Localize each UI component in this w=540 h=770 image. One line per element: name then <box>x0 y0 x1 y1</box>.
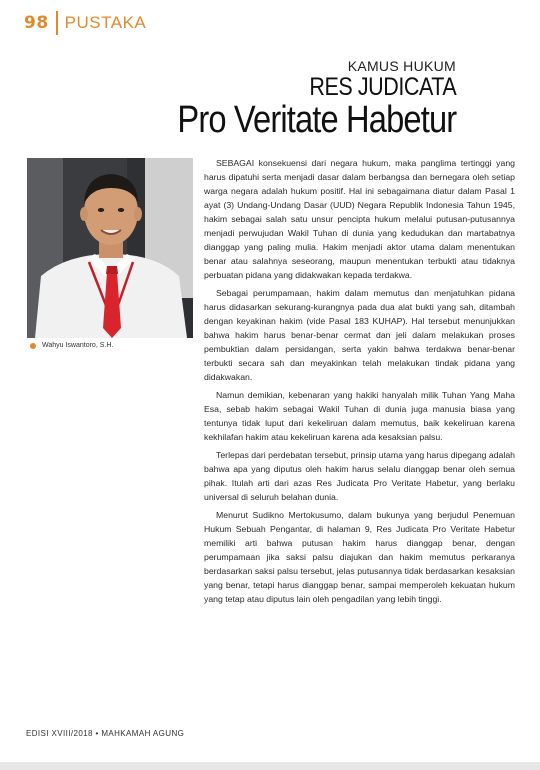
article-title-line1: RES JUDICATA <box>309 73 456 101</box>
photo-caption <box>27 342 113 349</box>
article-paragraph: Sebagai perumpamaan, hakim dalam memutus dan menjatuhkan pidana harus didasarkan sekurang-kurangnya pada dua alat bukti yang sah, ditambah dengan keyakinan hakim (vide Pasal 183 KUHAP). Hal tersebut menunjukkan bahwa hakim harus benar-benar cermat dan jeli dalam melakukan proses pembuktian dalam persidangan, serta yakin bahwa terdakwa benar-benar terbukti secara sah dan meyakinkan telah melakukan tindak pidana yang didakwakan. <box>204 288 515 382</box>
article-paragraph: Terlepas dari perdebatan tersebut, prinsip utama yang harus dipegang adalah bahwa apa yang diputus oleh hakim harus selalu dianggap benar oleh semua pihak. Itulah arti dari azas Res Judicata Pro Veritate Habetur, yang berlaku universal di seluruh belahan dunia. <box>204 450 515 502</box>
page-header <box>24 10 146 36</box>
section-title: PUSTAKA <box>64 13 147 32</box>
bullet-icon <box>30 343 36 349</box>
article-kicker: KAMUS HUKUM <box>347 58 456 74</box>
page-footer: EDISI XVIII/2018 • MAHKAMAH AGUNG <box>26 729 185 738</box>
page-number: 98 <box>24 13 49 33</box>
article-title-line2: Pro Veritate Habetur <box>177 99 456 141</box>
author-photo <box>27 158 193 338</box>
article-paragraph: Namun demikian, kebenaran yang hakiki hanyalah milik Tuhan Yang Maha Esa, sebab hakim sebagai Wakil Tuhan di dunia juga manusia biasa yang tentunya tidak luput dari kekeliruan dalam memutus, baik kekeliruan karena kekhilafan hakim atau kekeliruan karena ada kesaksian palsu. <box>204 390 515 442</box>
article-body <box>204 156 515 610</box>
article-paragraph: Menurut Sudikno Mertokusumo, dalam bukunya yang berjudul Penemuan Hukum Sebuah Pengantar, di halaman 9, Res Judicata Pro Veritate Habetur memiliki arti bahwa putusan hakim harus dianggap benar, dengan perumpamaan jika saksi palsu diajukan dan hakim memutus perkaranya berdasarkan saksi palsu tersebut, jelas putusannya tidak berdasarkan kesaksian yang benar, tetapi harus dianggap benar, sampai memperoleh kekuatan hukum yang tetap atau diputus lain oleh pengadilan yang lebih tinggi. <box>204 510 515 604</box>
bottom-band <box>0 762 540 770</box>
article-paragraph: SEBAGAI konsekuensi dari negara hukum, maka panglima tertinggi yang harus dipatuhi serta menjadi dasar dalam berbangsa dan bernegara oleh setiap warga negara adalah hukum positif. Hal ini sebagaimana diatur dalam Pasal 1 ayat (3) Undang-Undang Dasar (UUD) Negara Republik Indonesia Tahun 1945, hakim sebagai salah satu unsur pencipta hukum melalui putusan-putusannya menjadi perwujudan Wakil Tuhan di dunia yang kedudukan dan martabatnya dianggap yang paling mulia. Hakim menjadi aktor utama dalam menentukan benar atau salahnya seseorang, maupun menentukan terbukti atau tidaknya perbuatan pidana yang didakwakan kepada terdakwa. <box>204 158 515 280</box>
article-title-block <box>132 58 456 140</box>
caption-text: Wahyu Iswantoro, S.H. <box>42 342 114 349</box>
header-divider <box>56 11 58 35</box>
